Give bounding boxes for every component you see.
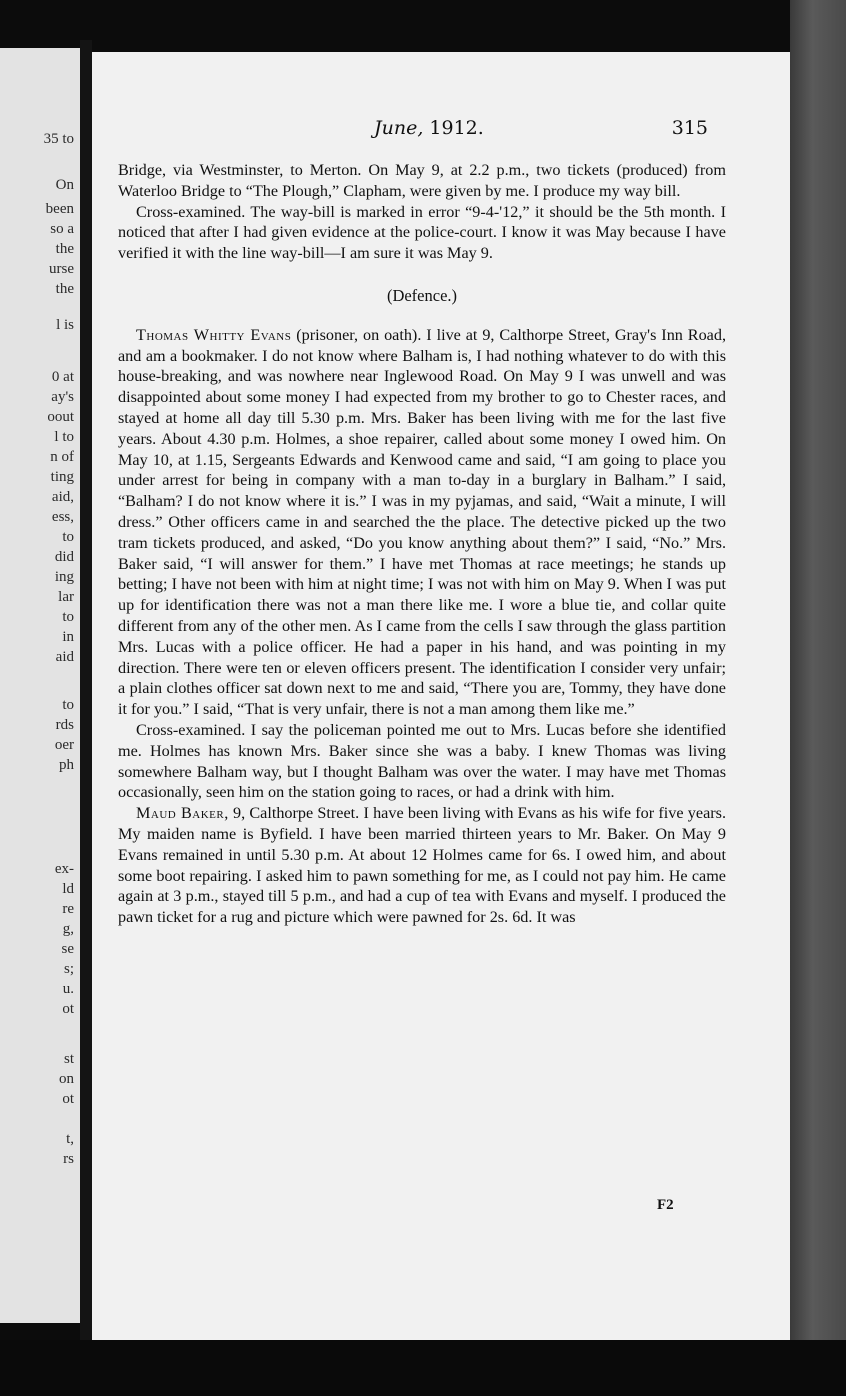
facing-page-fragment: did	[54, 549, 74, 565]
facing-page-fragment: rds	[55, 717, 74, 733]
page-body	[118, 160, 726, 928]
facing-page-fragment: ay's	[51, 389, 74, 405]
facing-page-fragment: oer	[54, 737, 74, 753]
facing-page-fragment: re	[62, 901, 74, 917]
facing-page-fragment: ph	[59, 757, 74, 773]
facing-page-fragment: rs	[63, 1151, 74, 1167]
witness-name: Maud Baker,	[136, 804, 229, 823]
facing-page-fragment: in	[62, 629, 74, 645]
facing-page-fragment: ting	[50, 469, 74, 485]
scan-background	[0, 1340, 846, 1396]
facing-page-fragment: ing	[54, 569, 74, 585]
facing-page-fragment: ex-	[54, 861, 74, 877]
facing-page-fragment: urse	[49, 261, 74, 277]
facing-page-fragment: On	[55, 177, 74, 193]
facing-page-fragment: the	[55, 281, 74, 297]
signature-mark: F2	[657, 1197, 674, 1213]
page-number: 315	[671, 117, 708, 139]
testimony-text: (prisoner, on oath). I live at 9, Calthorpe Street, Gray's Inn Road, and am a bookmaker. I do not know where Balham is, I had nothing whatever to do with this house-breaking, and was nowhere near Inglewood Road. On May 9 I was unwell and was disappointed about some money I had expected from my brother to go to Chester races, and stayed at home all day till 5.30 p.m. Mrs. Baker has been living with me for the last five years. About 4.30 p.m. Holmes, a shoe repairer, called about some money I owed him. On May 10, at 1.15, Sergeants Edwards and Kenwood came and said, “I am going to place you under arrest for being in company with a man to-day in a burglary in Balham.” I said, “Balham? I do not know where it is.” I was in my pyjamas, and said, “Wait a minute, I will dress.” Other officers came in and searched the the place. The detective picked up the two tram tickets produced, and asked, “Do you know anything about them?” I said, “No.” Mrs. Baker said, “I will answer for them.” I have met Thomas at race meetings; he stands up betting; I have not been with him at night time; I was not with him on May 9. When I was put up for identification there was not a man there like me. I wore a blue tie, and collar quite different from any of the other men. As I came from the cells I saw through the glass partition Mrs. Lucas with a police officer. He had a paper in his hand, and was pointing in my direction. There were ten or eleven officers present. The identification I consider very unfair; a plain clothes officer sat down next to me and said, “There you are, Tommy, they have done it for you.” I said, “That is very unfair, there is not a man among them like me.”	[118, 325, 726, 719]
facing-page-fragment: to	[62, 609, 74, 625]
facing-page-fragment: n of	[50, 449, 74, 465]
facing-page-fragment: g,	[62, 921, 74, 937]
facing-page	[0, 48, 83, 1323]
facing-page-fragment: ess,	[51, 509, 74, 525]
defence-heading: (Defence.)	[386, 285, 458, 305]
facing-page-fragment: the	[55, 241, 74, 257]
facing-page-fragment: to	[62, 529, 74, 545]
facing-page-fragment: ld	[62, 881, 74, 897]
page-edge-shadow	[790, 0, 846, 1396]
running-header	[118, 117, 714, 139]
facing-page-fragment: lar	[58, 589, 74, 605]
facing-page-fragment: oout	[47, 409, 74, 425]
facing-page-fragment: u.	[62, 981, 74, 997]
testimony-text: 9, Calthorpe Street. I have been living with Evans as his wife for five years. My maiden name is Byfield. I have been married thirteen years to Mr. Baker. On May 9 Evans remained in until 5.30 p.m. At about 12 Holmes came for 6s. I owed him, and about some boot repairing. I asked him to pawn something for me, as I could not pay him. He came again at 3 p.m., stayed till 5 p.m., and had a cup of tea with Evans and myself. I produced the pawn ticket for a rug and picture which were pawned for 2s. 6d. It was	[118, 804, 726, 927]
evans-testimony	[118, 325, 726, 720]
facing-page-fragment: 0 at	[51, 369, 74, 385]
book-gutter	[80, 40, 92, 1340]
facing-page-fragment: been	[45, 201, 74, 217]
facing-page-fragment: on	[59, 1071, 74, 1087]
facing-page-fragment: l is	[56, 317, 74, 333]
baker-testimony	[118, 803, 726, 928]
continuation-paragraph: Bridge, via Westminster, to Merton. On May 9, at 2.2 p.m., two tickets (produced) from Waterloo Bridge to “The Plough,” Clapham, were given by me. I produce my way bill.	[118, 161, 726, 200]
header-date: June, 1912.	[374, 117, 484, 139]
facing-page-fragment: aid	[55, 649, 74, 665]
facing-page-fragment: se	[61, 941, 74, 957]
witness-name: Thomas Whitty Evans	[136, 325, 292, 344]
facing-page-fragment: t,	[66, 1131, 74, 1147]
facing-page-fragment: s;	[63, 961, 74, 977]
facing-page-fragment: so a	[50, 221, 74, 237]
facing-page-fragment: to	[62, 697, 74, 713]
facing-page-fragment: st	[63, 1051, 74, 1067]
facing-page-fragment: aid,	[51, 489, 74, 505]
facing-page-fragment: ot	[62, 1091, 74, 1107]
cross-examination-paragraph: Cross-examined. The way-bill is marked in error “9-4-'12,” it should be the 5th month. I noticed that after I had given evidence at the police-court. I know it was May because I have verified it with the line way-bill—I am sure it was May 9.	[118, 202, 726, 263]
facing-page-fragment: 35 to	[43, 131, 74, 147]
facing-page-fragment: ot	[62, 1001, 74, 1017]
facing-page-fragment: l to	[54, 429, 74, 445]
evans-cross-examination: Cross-examined. I say the policeman pointed me out to Mrs. Lucas before she identified me. Holmes has known Mrs. Baker since she was a baby. I knew Thomas was living somewhere Balham way, but I thought Balham was over the water. I may have met Thomas occasionally, seen him on the station going to races, or had a drink with him.	[118, 720, 726, 802]
